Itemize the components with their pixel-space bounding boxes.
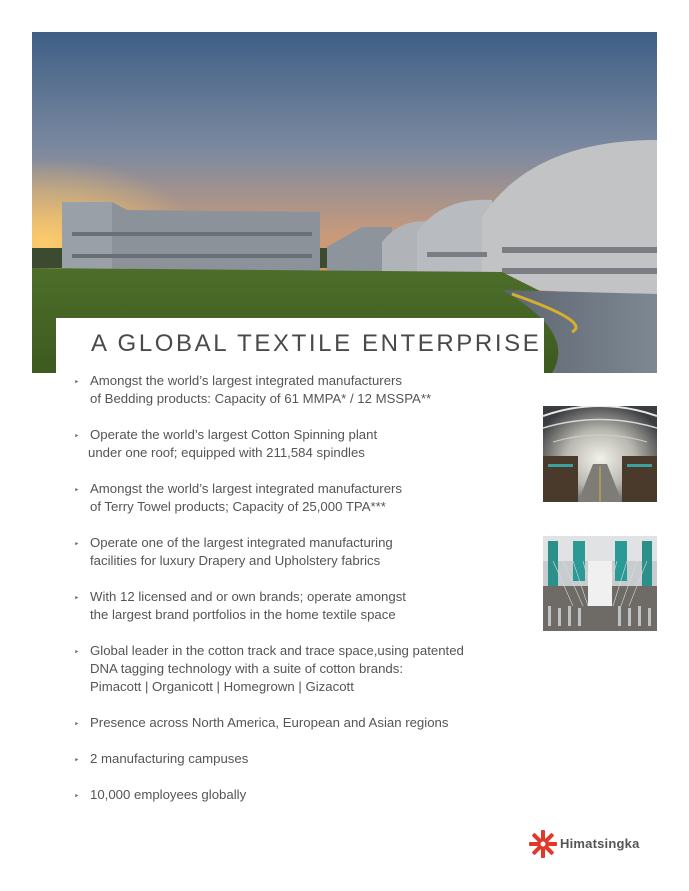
bullet-line: DNA tagging technology with a suite of cotton brands: (90, 661, 404, 676)
bullet-line: Operate the world’s largest Cotton Spinning plant (90, 427, 378, 442)
bullet-line: of Bedding products: Capacity of 61 MMPA* / 12 MSSPA** (90, 391, 432, 406)
bullet-marker-icon: ‣ (74, 377, 80, 387)
logo-mark-icon (528, 829, 558, 859)
bullet-marker-icon: ‣ (74, 647, 80, 657)
weaving-machine-photo (543, 536, 657, 631)
title-box (56, 318, 544, 374)
bullet-line: 2 manufacturing campuses (90, 751, 249, 766)
bullet-marker-icon: ‣ (74, 485, 80, 495)
bullet-marker-icon: ‣ (74, 755, 80, 765)
page-title: A GLOBAL TEXTILE ENTERPRISE (91, 330, 542, 357)
bullet-marker-icon: ‣ (74, 719, 80, 729)
bullet-line: 10,000 employees globally (90, 787, 247, 802)
bullet-line: of Terry Towel products; Capacity of 25,000 TPA*** (90, 499, 386, 514)
bullet-line: the largest brand portfolios in the home textile space (90, 607, 396, 622)
bullet-line: Presence across North America, European and Asian regions (90, 715, 449, 730)
logo-wordmark: Himatsingka (560, 836, 640, 851)
bullet-line: Amongst the world’s largest integrated manufacturers (90, 373, 403, 388)
bullet-line: Amongst the world’s largest integrated manufacturers (90, 481, 403, 496)
bullet-line: With 12 licensed and or own brands; operate amongst (90, 589, 406, 604)
bullet-line: Pimacott | Organicott | Homegrown | Gizacott (90, 679, 354, 694)
bullet-line: Operate one of the largest integrated manufacturing (90, 535, 393, 550)
bullet-marker-icon: ‣ (74, 791, 80, 801)
himatsingka-logo (528, 829, 658, 859)
bullet-marker-icon: ‣ (74, 539, 80, 549)
bullet-line: facilities for luxury Drapery and Upholstery fabrics (90, 553, 381, 568)
bullet-line: Global leader in the cotton track and trace space,using patented (90, 643, 464, 658)
bullet-marker-icon: ‣ (74, 593, 80, 603)
bullet-line: under one roof; equipped with 211,584 spindles (88, 445, 365, 460)
spinning-hall-photo (543, 406, 657, 502)
bullet-marker-icon: ‣ (74, 431, 80, 441)
